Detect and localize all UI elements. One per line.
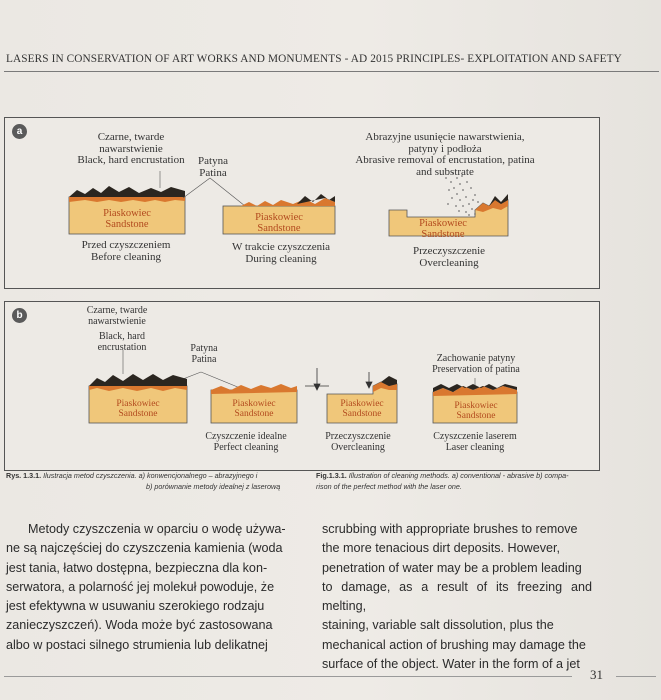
caption-before-cleaning: Przed czyszczeniem Before cleaning: [81, 239, 171, 263]
abrasive-spray: [445, 172, 479, 216]
footer-rule-right: [616, 676, 656, 677]
caption-during-cleaning: W trakcie czyszczenia During cleaning: [231, 241, 331, 265]
figure-caption-en: Fig.1.3.1. Illustration of cleaning methods. a) conventional - abrasive b) compa- rison of the perfect method with the laser one.: [316, 471, 569, 491]
label-b-patina: Patyna Patina: [190, 343, 218, 365]
label-b-preservation: Zachowanie patyny Preservation of patina: [432, 353, 520, 375]
caption-overcleaning: Przeczyszczenie Overcleaning: [412, 245, 486, 269]
figure-caption-pl: Rys. 1.3.1. Ilustracja metod czyszczenia. a) konwencjonalnego – abrazyjnego i b) porównanie metody idealnej z laserową: [6, 471, 281, 491]
figure-panel-a: [4, 117, 600, 289]
caption-b-overcleaning: Przeczyszczenie Overcleaning: [325, 431, 391, 453]
panel-a-badge: a: [12, 124, 27, 139]
footer-rule: [4, 676, 572, 677]
body-text-english: scrubbing with appropriate brushes to remove the more tenacious dirt deposits. However, penetration of water may be a problem leading to damage, as a result of its freezing and melting, staining, variable salt dissolution, plus the mechanical action of brushing may damage the surface of the object. Water in the form of a jet: [322, 522, 592, 672]
page-number: 31: [590, 667, 603, 682]
label-abrasive-removal: Abrazyjne usunięcie nawarstwienia, patyny i podłoża Abrasive removal of encrustation, patina and substrate: [355, 131, 535, 178]
arrows-overcleaning: [305, 368, 372, 390]
body-text-polish: Metody czyszczenia w oparciu o wodę używa- ne są najczęściej do czyszczenia kamienia (woda jest tania, łatwo dostępna, bezpieczna dla kon- serwatora, a polarność jej molekuł powoduje, że jest efektywna w usuwaniu szerokiego rodzaju zanieczyszczeń). Woda może być zastosowana albo w postaci silnego strumienia lub delikatnej: [6, 522, 286, 652]
label-b-encrustation-en: Black, hard encrustation: [97, 331, 147, 353]
label-patina: Patyna Patina: [198, 155, 228, 179]
stone-label-b1: Piaskowiec Sandstone: [116, 399, 160, 419]
stone-label-before: Piaskowiec Sandstone: [103, 208, 151, 231]
caption-laser-cleaning: Czyszczenie laserem Laser cleaning: [433, 431, 517, 453]
running-head: LASERS IN CONSERVATION OF ART WORKS AND MONUMENTS - AD 2015 PRINCIPLES- EXPLOITATION AND SAFETY: [6, 53, 622, 65]
label-b-encrustation-pl: Czarne, twarde nawarstwienie: [86, 305, 148, 327]
panel-b-badge: b: [12, 308, 27, 323]
label-encrustation: Czarne, twarde nawarstwienie Black, hard encrustation: [77, 131, 185, 167]
stone-label-b3: Piaskowiec Sandstone: [340, 399, 384, 419]
header-rule: [4, 71, 659, 72]
stone-label-b4: Piaskowiec Sandstone: [454, 401, 498, 421]
stone-label-over: Piaskowiec Sandstone: [419, 218, 467, 241]
stone-label-during: Piaskowiec Sandstone: [255, 212, 303, 235]
caption-perfect-cleaning: Czyszczenie idealne Perfect cleaning: [205, 431, 287, 453]
stone-label-b2: Piaskowiec Sandstone: [232, 399, 276, 419]
figure-panel-b: [4, 301, 600, 471]
